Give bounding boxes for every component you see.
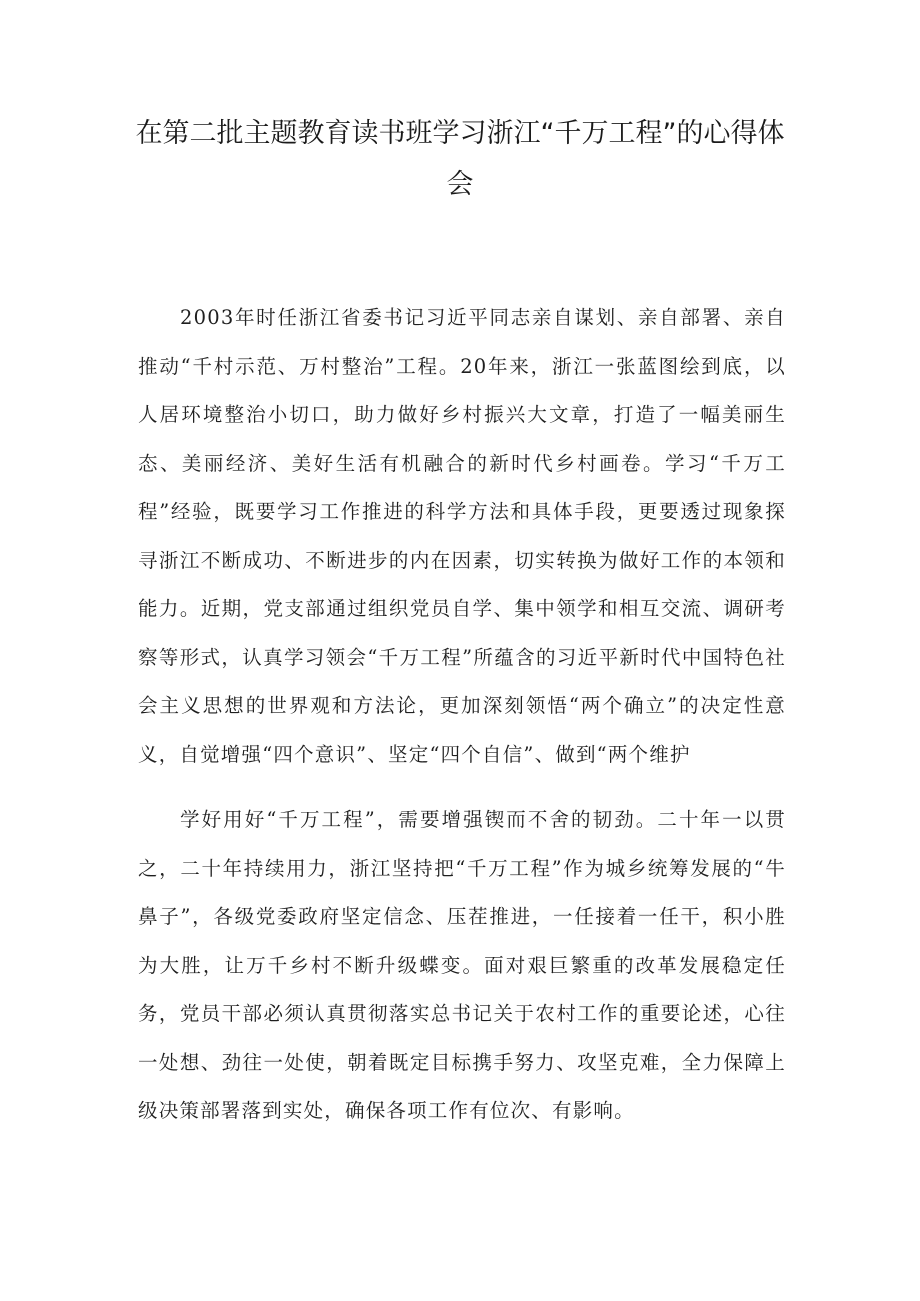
- body-paragraph-1: 2003年时任浙江省委书记习近平同志亲自谋划、亲自部署、亲自推动“千村示范、万村整治”工程。20年来，浙江一张蓝图绘到底，以人居环境整治小切口，助力做好乡村振兴大文章，打造了一幅美丽生态、美丽经济、美好生活有机融合的新时代乡村画卷。学习“千万工程”经验，既要学习工作推进的科学方法和具体手段，更要透过现象探寻浙江不断成功、不断进步的内在因素，切实转换为做好工作的本领和能力。近期，党支部通过组织党员自学、集中领学和相互交流、调研考察等形式，认真学习领会“千万工程”所蕴含的习近平新时代中国特色社会主义思想的世界观和方法论，更加深刻领悟“两个确立”的决定性意义，自觉增强“四个意识”、坚定“四个自信”、做到“两个维护: [138, 306, 786, 766]
- document-title: 在第二批主题教育读书班学习浙江“千万工程”的心得体会: [135, 118, 785, 200]
- body-paragraph-2: 学好用好“千万工程”，需要增强锲而不舍的韧劲。二十年一以贯之，二十年持续用力，浙江坚持把“千万工程”作为城乡统筹发展的“牛鼻子”，各级党委政府坚定信念、压茬推进，一任接着一任干，积小胜为大胜，让万千乡村不断升级蝶变。面对艰巨繁重的改革发展稳定任务，党员干部必须认真贯彻落实总书记关于农村工作的重要论述，心往一处想、劲往一处使，朝着既定目标携手努力、攻坚克难，全力保障上级决策部署落到实处，确保各项工作有位次、有影响。: [138, 808, 786, 1122]
